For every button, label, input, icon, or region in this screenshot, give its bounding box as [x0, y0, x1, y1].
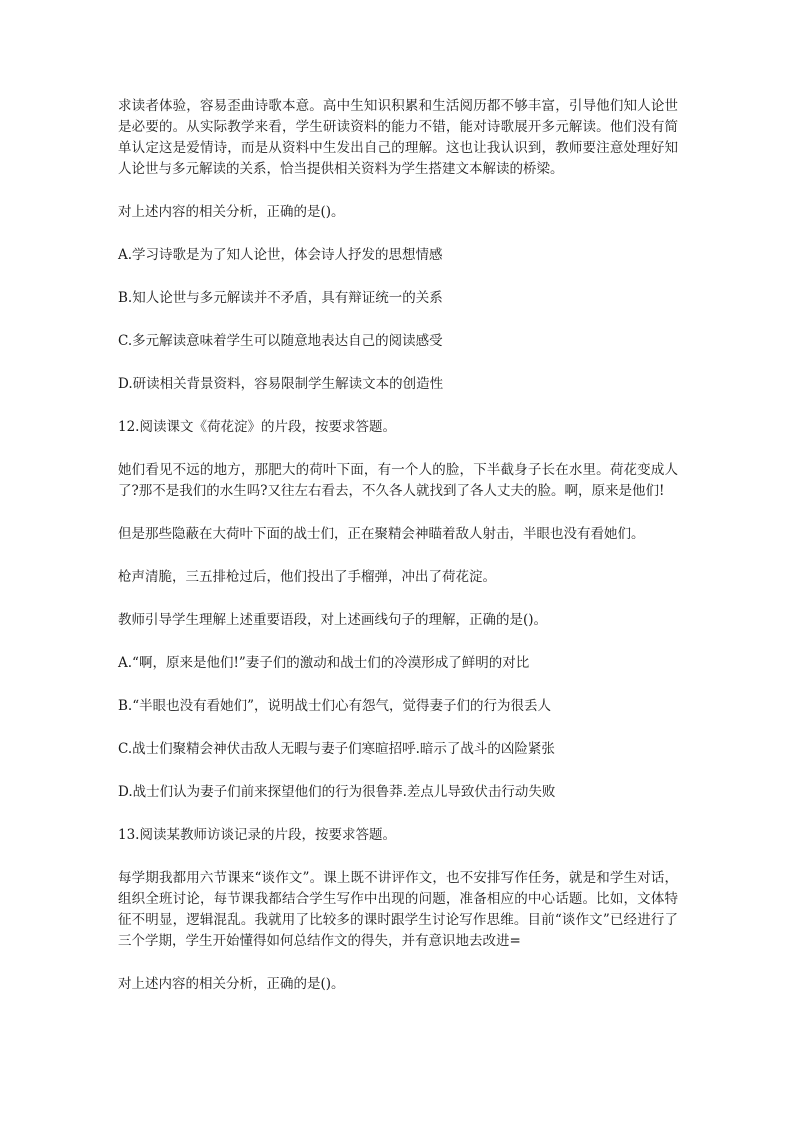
- q12-passage-3: 枪声清脆，三五排枪过后，他们投出了手榴弹，冲出了荷花淀。: [118, 569, 496, 585]
- q12-option-c: C.战士们聚精会神伏击敌人无暇与妻子们寒暄招呼.暗示了战斗的凶险紧张: [118, 741, 555, 757]
- q12-option-b: B.“半眼也没有看她们”，说明战士们心有怨气，觉得妻子们的行为很丢人: [118, 698, 552, 714]
- document-page: [118, 96, 678, 995]
- q11-option-b: B.知人论世与多元解读并不矛盾，具有辩证统一的关系: [118, 290, 443, 306]
- q12-option-d: D.战士们认为妻子们前来探望他们的行为很鲁莽.差点儿导致伏击行动失败: [118, 784, 556, 800]
- q12-passage-2: 但是那些隐蔽在大荷叶下面的战士们，正在聚精会神瞄着敌人射击，半眼也没有看她们。: [118, 526, 645, 542]
- q13-passage: 每学期我都用六节课来“谈作文”。课上既不讲评作文，也不安排写作任务，就是和学生对话，组织全班讨论，每节课我都结合学生写作中出现的问题，准备相应的中心话题。比如，文体特征不明显，逻辑混乱。我就用了比较多的课时跟学生讨论写作思维。目前“谈作文”已经进行了三个学期，学生开始懂得如何总结作文的得失，并有意识地去改进=: [118, 870, 678, 949]
- q12-title: 12.阅读课文《荷花淀》的片段，按要求答题。: [118, 419, 396, 435]
- q12-passage-1: 她们看见不远的地方，那肥大的荷叶下面，有一个人的脸，下半截身子长在水里。荷花变成人了?那不是我们的水生吗?又往左右看去，不久各人就找到了各人丈夫的脸。啊，原来是他们!: [118, 462, 678, 499]
- q12-option-a: A.“啊，原来是他们!”妻子们的激动和战士们的冷漠形成了鲜明的对比: [118, 655, 530, 671]
- intro-paragraph: 求读者体验，容易歪曲诗歌本意。高中生知识积累和生活阅历都不够丰富，引导他们知人论世是必要的。从实际教学来看，学生研读资料的能力不错，能对诗歌展开多元解读。他们没有简单认定这是爱情诗，而是从资料中生发出自己的理解。这也让我认识到，教师要注意处理好知人论世与多元解读的关系，恰当提供相关资料为学生搭建文本解读的桥梁。: [118, 98, 678, 177]
- q11-stem: 对上述内容的相关分析，正确的是()。: [118, 204, 345, 220]
- q13-stem: 对上述内容的相关分析，正确的是()。: [118, 976, 345, 992]
- q12-stem: 教师引导学生理解上述重要语段，对上述画线句子的理解，正确的是()。: [118, 612, 548, 628]
- q13-title: 13.阅读某教师访谈记录的片段，按要求答题。: [118, 827, 396, 843]
- q11-option-d: D.研读相关背景资料，容易限制学生解读文本的创造性: [118, 376, 444, 392]
- q11-option-a: A.学习诗歌是为了知人论世，体会诗人抒发的思想情感: [118, 247, 443, 263]
- q11-option-c: C.多元解读意味着学生可以随意地表达自己的阅读感受: [118, 333, 443, 349]
